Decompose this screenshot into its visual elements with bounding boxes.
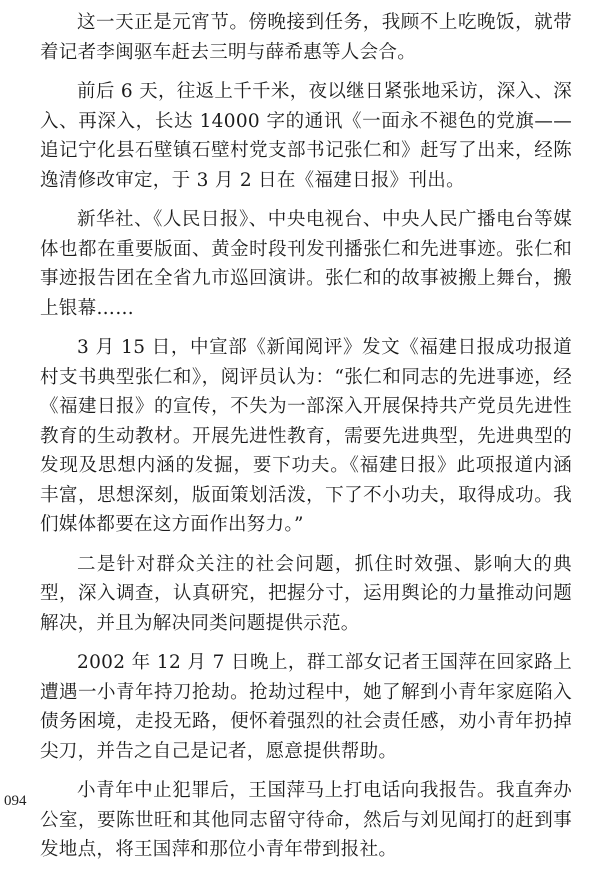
paragraph-1: 这一天正是元宵节。傍晚接到任务，我顾不上吃晚饭，就带着记者李闽驱车赶去三明与薛希惠等人会合。: [40, 12, 572, 63]
paragraph-3: 新华社、《人民日报》、中央电视台、中央人民广播电台等媒体也都在重要版面、黄金时段刊发刊播张仁和先进事迹。张仁和事迹报告团在全省九市巡回演讲。张仁和的故事被搬上舞台，搬上银幕……: [40, 209, 572, 319]
paragraph-5: 二是针对群众关注的社会问题，抓住时效强、影响大的典型，深入调查，认真研究，把握分寸，运用舆论的力量推动问题解决，并且为解决同类问题提供示范。: [40, 553, 572, 634]
document-page: [40, 8, 572, 875]
paragraph-4: 3 月 15 日，中宣部《新闻阅评》发文《福建日报成功报道村支书典型张仁和》，阅评员认为：“张仁和同志的先进事迹，经《福建日报》的宣传，不失为一部深入开展保持共产党员先进性教育的生动教材。开展先进性教育，需要先进典型，先进典型的发现及思想内涵的发掘，要下功夫。《福建日报》此项报道内涵丰富，思想深刻，版面策划活泼，下了不小功夫，取得成功。我们媒体都要在这方面作出努力。”: [40, 337, 572, 535]
paragraph-2: 前后 6 天，往返上千千米，夜以继日紧张地采访，深入、深入、再深入，长达 14000 字的通讯《一面永不褪色的党旗——追记宁化县石壁镇石壁村党支部书记张仁和》赶写了出来，经陈逸清修改审定，于 3 月 2 日在《福建日报》刊出。: [40, 81, 572, 191]
page-number: 094: [4, 793, 27, 809]
paragraph-7: 小青年中止犯罪后，王国萍马上打电话向我报告。我直奔办公室，要陈世旺和其他同志留守待命，然后与刘见闻打的赶到事发地点，将王国萍和那位小青年带到报社。: [40, 780, 572, 860]
paragraph-6: 2002 年 12 月 7 日晚上，群工部女记者王国萍在回家路上遭遇一小青年持刀抢劫。抢劫过程中，她了解到小青年家庭陷入债务困境，走投无路，便怀着强烈的社会责任感，劝小青年扔掉尖刀，并告之自己是记者，愿意提供帮助。: [40, 652, 572, 762]
